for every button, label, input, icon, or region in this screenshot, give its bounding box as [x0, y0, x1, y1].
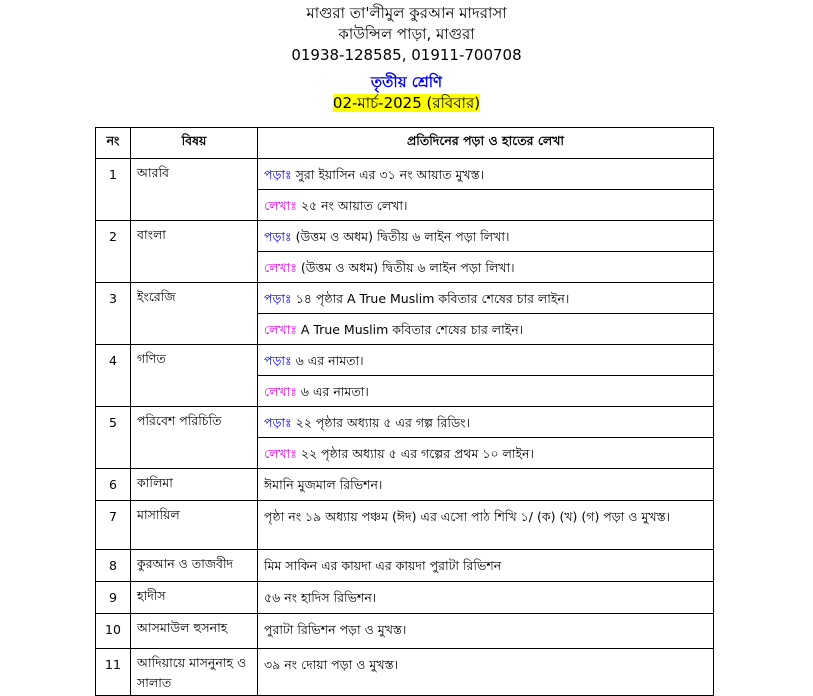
row-number: 7 [96, 501, 131, 550]
read-label: পড়াঃ [264, 353, 292, 368]
col-subject: বিষয় [131, 128, 258, 159]
write-text: ৬ এর নামতা। [296, 384, 369, 399]
table-row [96, 649, 714, 696]
write-text: ২২ পৃষ্ঠার অধ্যায় ৫ এর গল্পের প্রথম ১০ লাইন। [296, 446, 534, 461]
subject: আসমাউল হুসনাহ [131, 614, 258, 649]
write-task [258, 376, 714, 407]
class-title: তৃতীয় শ্রেণি [370, 73, 443, 91]
subject: মাসায়িল [131, 501, 258, 550]
table-row [96, 407, 714, 438]
col-no: নং [96, 128, 131, 159]
read-task [258, 159, 714, 190]
write-label: লেখাঃ [264, 384, 297, 399]
row-number: 5 [96, 407, 131, 469]
table-row [96, 159, 714, 190]
row-number: 10 [96, 614, 131, 649]
read-text: ৬ এর নামতা। [291, 353, 364, 368]
read-label: পড়াঃ [264, 415, 292, 430]
subject: কালিমা [131, 469, 258, 501]
subject: ইংরেজি [131, 283, 258, 345]
row-number: 6 [96, 469, 131, 501]
write-task [258, 190, 714, 221]
write-label: লেখাঃ [264, 322, 297, 337]
subject: কুরআন ও তাজবীদ [131, 550, 258, 582]
table-row [96, 550, 714, 582]
write-task [258, 252, 714, 283]
date: 02-মার্চ-2025 (রবিবার) [332, 94, 481, 112]
table-row [96, 501, 714, 550]
col-lesson: প্রতিদিনের পড়া ও হাতের লেখা [258, 128, 714, 159]
phone-numbers: 01938-128585, 01911-700708 [291, 46, 522, 64]
read-label: পড়াঃ [264, 167, 292, 182]
row-number: 9 [96, 582, 131, 614]
table-row [96, 614, 714, 649]
write-text: (উত্তম ও অধম) দ্বিতীয় ৬ লাইন পড়া লিখা। [296, 260, 515, 275]
read-text: (উত্তম ও অধম) দ্বিতীয় ৬ লাইন পড়া লিখা। [291, 229, 510, 244]
lesson-table [95, 127, 714, 696]
task: মিম সাকিন এর কায়দা এর কায়দা পুরাটা রিভিশন [258, 550, 714, 582]
row-number: 4 [96, 345, 131, 407]
row-number: 1 [96, 159, 131, 221]
date-line [0, 93, 813, 113]
row-number: 2 [96, 221, 131, 283]
write-label: লেখাঃ [264, 198, 297, 213]
write-text: A True Muslim কবিতার শেষের চার লাইন। [296, 322, 524, 337]
row-number: 8 [96, 550, 131, 582]
table-row [96, 283, 714, 314]
write-label: লেখাঃ [264, 260, 297, 275]
read-task [258, 221, 714, 252]
table-header [96, 128, 714, 159]
subject: গণিত [131, 345, 258, 407]
subject: হাদীস [131, 582, 258, 614]
madrasa-name: মাগুরা তা'লীমুল কুরআন মাদরাসা [306, 4, 507, 22]
write-text: ২৫ নং আয়াত লেখা। [296, 198, 408, 213]
table-row [96, 345, 714, 376]
read-text: সুরা ইয়াসিন এর ৩১ নং আয়াত মুখস্ত। [291, 167, 485, 182]
read-label: পড়াঃ [264, 229, 292, 244]
read-task [258, 283, 714, 314]
read-text: ২২ পৃষ্ঠার অধ্যায় ৫ এর গল্প রিডিং। [291, 415, 471, 430]
read-label: পড়াঃ [264, 291, 292, 306]
task: ৫৬ নং হাদিস রিভিশন। [258, 582, 714, 614]
subject: আদিয়ায়ে মাসনুনাহ ও সালাত [131, 649, 258, 696]
table-row [96, 221, 714, 252]
read-task [258, 345, 714, 376]
table-row [96, 469, 714, 501]
task: ৩৯ নং দোয়া পড়া ও মুখস্ত। [258, 649, 714, 696]
row-number: 3 [96, 283, 131, 345]
read-text: ১৪ পৃষ্ঠার A True Muslim কবিতার শেষের চার লাইন। [291, 291, 570, 306]
write-label: লেখাঃ [264, 446, 297, 461]
subject: পরিবেশ পরিচিতি [131, 407, 258, 469]
subject: আরবি [131, 159, 258, 221]
task: পৃষ্ঠা নং ১৯ অধ্যায় পঞ্চম (ঈদ) এর এসো পাঠ শিখি ১/ (ক) (খ) (গ) পড়া ও মুখস্ত। [258, 501, 714, 550]
write-task [258, 438, 714, 469]
read-task [258, 407, 714, 438]
task: ঈমানি মুজমাল রিভিশন। [258, 469, 714, 501]
write-task [258, 314, 714, 345]
address: কাউন্সিল পাড়া, মাগুরা [338, 25, 475, 43]
task: পুরাটা রিভিশন পড়া ও মুখস্ত। [258, 614, 714, 649]
table-row [96, 582, 714, 614]
row-number: 11 [96, 649, 131, 696]
subject: বাংলা [131, 221, 258, 283]
